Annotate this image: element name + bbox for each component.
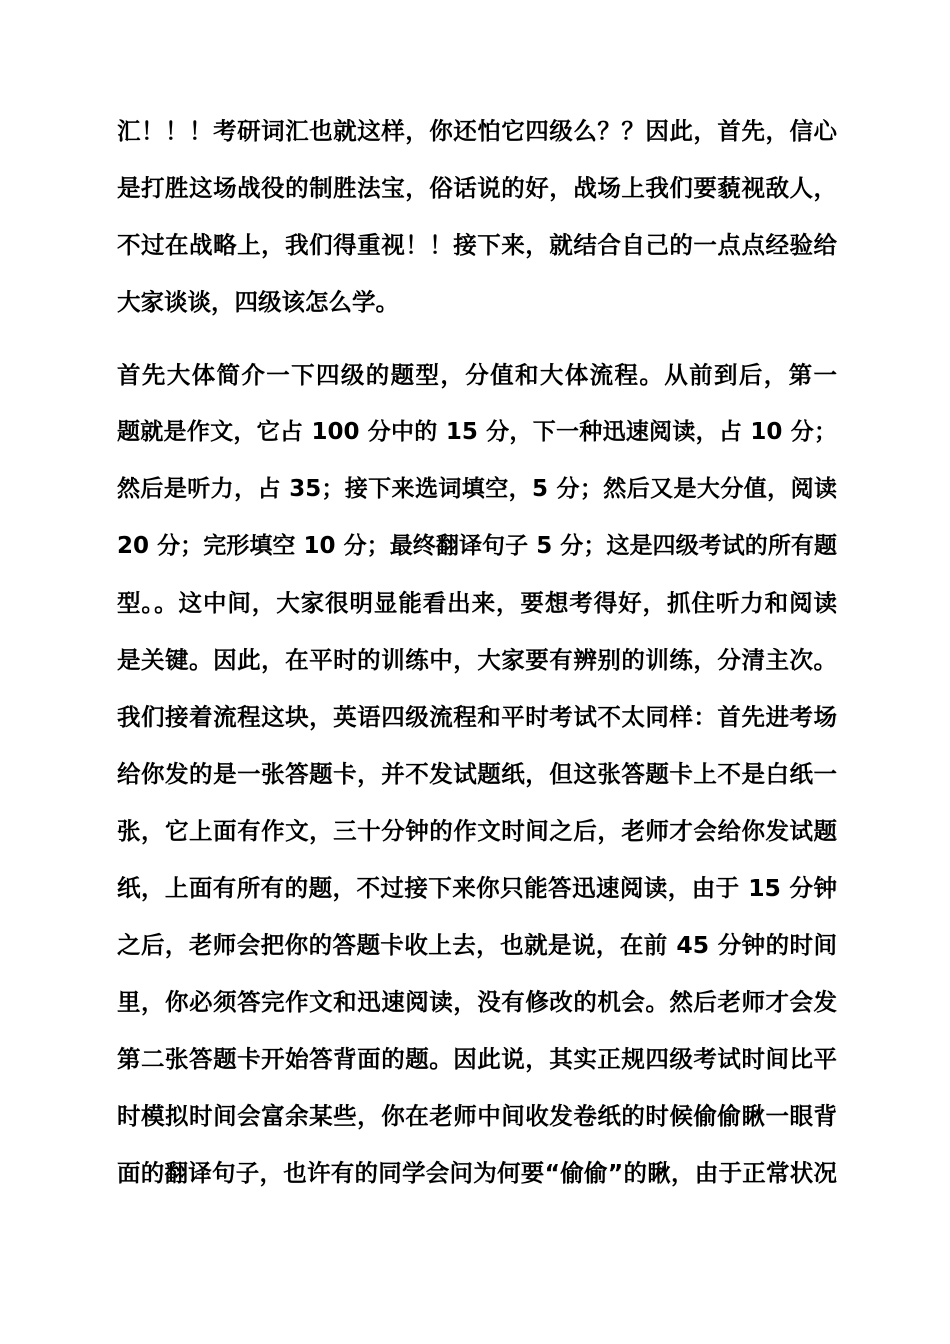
text-line: 不过在战略上，我们得重视！！接下来，就结合自己的一点点经验给 [117,231,837,259]
text-line: 里，你必须答完作文和迅速阅读，没有修改的机会。然后老师才会发 [117,988,837,1016]
text-line: 20 分；完形填空 10 分；最终翻译句子 5 分；这是四级考试的所有题 [117,533,837,559]
text-line: 给你发的是一张答题卡，并不发试题纸，但这张答题卡上不是白纸一 [117,760,837,788]
text-line: 首先大体简介一下四级的题型，分值和大体流程。从前到后，第一 [117,361,837,389]
text-line: 是关键。因此，在平时的训练中，大家要有辨别的训练，分清主次。 [117,646,837,674]
text-line: 时模拟时间会富余某些，你在老师中间收发卷纸的时候偷偷瞅一眼背 [117,1102,837,1130]
text-line: 纸，上面有所有的题，不过接下来你只能答迅速阅读，由于 15 分钟 [117,874,837,902]
text-line: 大家谈谈，四级该怎么学。 [117,288,399,316]
text-line: 汇！！！考研词汇也就这样，你还怕它四级么？？因此，首先，信心 [117,117,837,145]
text-line: 张，它上面有作文，三十分钟的作文时间之后，老师才会给你发试题 [117,817,837,845]
text-line: 型。。这中间，大家很明显能看出来，要想考得好，抓住听力和阅读 [117,589,837,617]
text-line: 题就是作文，它占 100 分中的 15 分，下一种迅速阅读，占 10 分； [117,419,837,445]
text-line: 我们接着流程这块，英语四级流程和平时考试不太同样：首先进考场 [117,703,837,731]
text-line: 然后是听力，占 35；接下来选词填空，5 分；然后又是大分值，阅读 [117,476,837,502]
text-line: 面的翻译句子，也许有的同学会问为何要“偷偷”的瞅，由于正常状况 [117,1159,837,1187]
text-line: 第二张答题卡开始答背面的题。因此说，其实正规四级考试时间比平 [117,1045,837,1073]
text-line: 是打胜这场战役的制胜法宝，俗话说的好，战场上我们要藐视敌人， [117,174,837,202]
text-line: 之后，老师会把你的答题卡收上去，也就是说，在前 45 分钟的时间 [117,931,837,959]
